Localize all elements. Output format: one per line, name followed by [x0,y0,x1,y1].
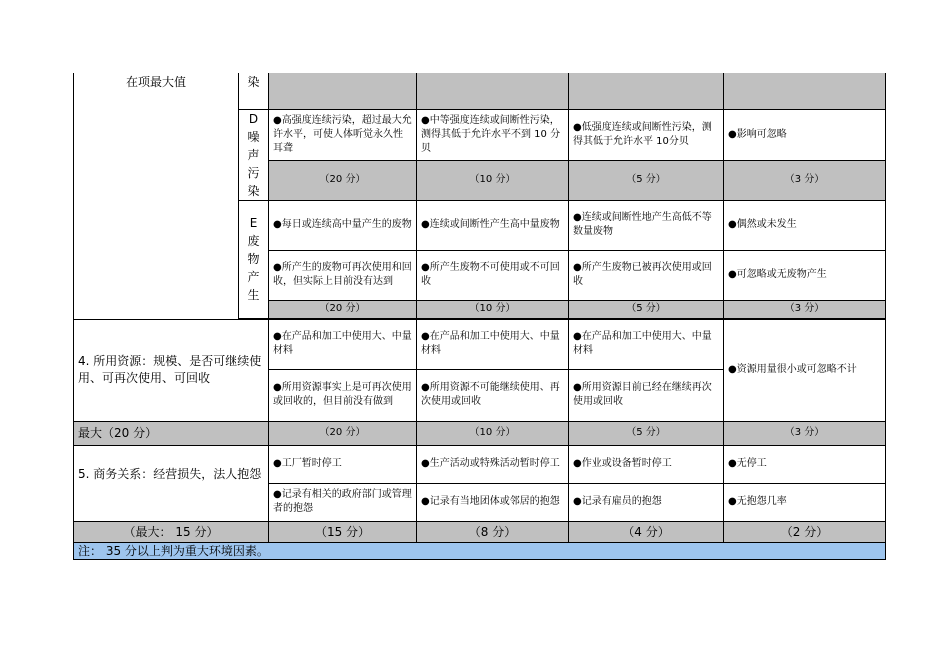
noise-score-3: （5 分） [569,161,724,200]
business-score-3: （4 分） [569,521,724,542]
resources-merged: ●资源用量很小或可忽略不计 [724,319,886,421]
business-r1-c4: ●无停工 [724,445,886,483]
gray-cell [569,73,724,109]
business-r2-c2: ●记录有当地团体或邻居的抱怨 [417,483,569,521]
noise-level-1: ●高强度连续污染，超过最大允许水平，可使人体听觉永久性耳聋 [269,109,417,161]
resources-r2-c2: ●所用资源不可能继续使用、再次使用或回收 [417,369,569,421]
business-max-label: （最大： 15 分） [74,521,269,542]
gray-cell [269,73,417,109]
waste-r2-c3: ●所产生废物已被再次使用或回收 [569,250,724,300]
business-r2-c4: ●无抱怨几率 [724,483,886,521]
resources-r1-c2: ●在产品和加工中使用大、中量材料 [417,319,569,369]
noise-score-2: （10 分） [417,161,569,200]
noise-sub-top: 染 [239,73,269,109]
noise-score-4: （3 分） [724,161,886,200]
gray-cell [724,73,886,109]
waste-r2-c1: ●所产生的废物可再次使用和回收，但实际上目前没有达到 [269,250,417,300]
waste-r1-c4: ●偶然或未发生 [724,200,886,250]
waste-r1-c1: ●每日或连续高中量产生的废物 [269,200,417,250]
resources-r1-c3: ●在产品和加工中使用大、中量材料 [569,319,724,369]
waste-score-4: （3 分） [724,300,886,318]
resources-r2-c3: ●所用资源目前已经在继续再次使用或回收 [569,369,724,421]
resources-score-3: （5 分） [569,421,724,445]
business-r2-c1: ●记录有相关的政府部门或管理者的抱怨 [269,483,417,521]
business-r1-c2: ●生产活动或特殊活动暂时停工 [417,445,569,483]
noise-level-4: ●影响可忽略 [724,109,886,161]
business-r2-c3: ●记录有雇员的抱怨 [569,483,724,521]
business-r1-c1: ●工厂暂时停工 [269,445,417,483]
noise-level-3: ●低强度连续或间断性污染，测得其低于允许水平 10分贝 [569,109,724,161]
business-score-1: （15 分） [269,521,417,542]
business-label: 5. 商务关系：经营损失，法人抱怨 [74,445,269,521]
waste-score-3: （5 分） [569,300,724,318]
row-max-label: 在项最大值 [125,75,186,89]
row-max-label-cell [74,73,239,319]
waste-score-2: （10 分） [417,300,569,318]
resources-label: 4. 所用资源：规模、是否可继续使用、可再次使用、可回收 [74,319,269,421]
resources-r2-c1: ●所用资源事实上是可再次使用或回收的，但目前没有做到 [269,369,417,421]
business-score-2: （8 分） [417,521,569,542]
waste-r2-c2: ●所产生废物不可使用或不可回收 [417,250,569,300]
waste-r1-c3: ●连续或间断性地产生高低不等数量废物 [569,200,724,250]
note: 注： 35 分以上判为重大环境因素。 [74,542,886,559]
resources-score-4: （3 分） [724,421,886,445]
waste-r1-c2: ●连续或间断性产生高中量废物 [417,200,569,250]
waste-r2-c4: ●可忽略或无废物产生 [724,250,886,300]
business-score-4: （2 分） [724,521,886,542]
noise-sub-label: D 噪 声 污 染 [239,109,269,200]
noise-score-1: （20 分） [269,161,417,200]
resources-score-2: （10 分） [417,421,569,445]
resources-r1-c1: ●在产品和加工中使用大、中量材料 [269,319,417,369]
waste-score-1: （20 分） [269,300,417,318]
waste-sub-label: E 废 物 产 生 [239,200,269,318]
business-r1-c3: ●作业或设备暂时停工 [569,445,724,483]
gray-cell [417,73,569,109]
resources-score-1: （20 分） [269,421,417,445]
assessment-table [73,73,886,560]
resources-max-label: 最大（20 分） [74,421,269,445]
noise-level-2: ●中等强度连续或间断性污染，测得其低于允许水平不到 10 分贝 [417,109,569,161]
